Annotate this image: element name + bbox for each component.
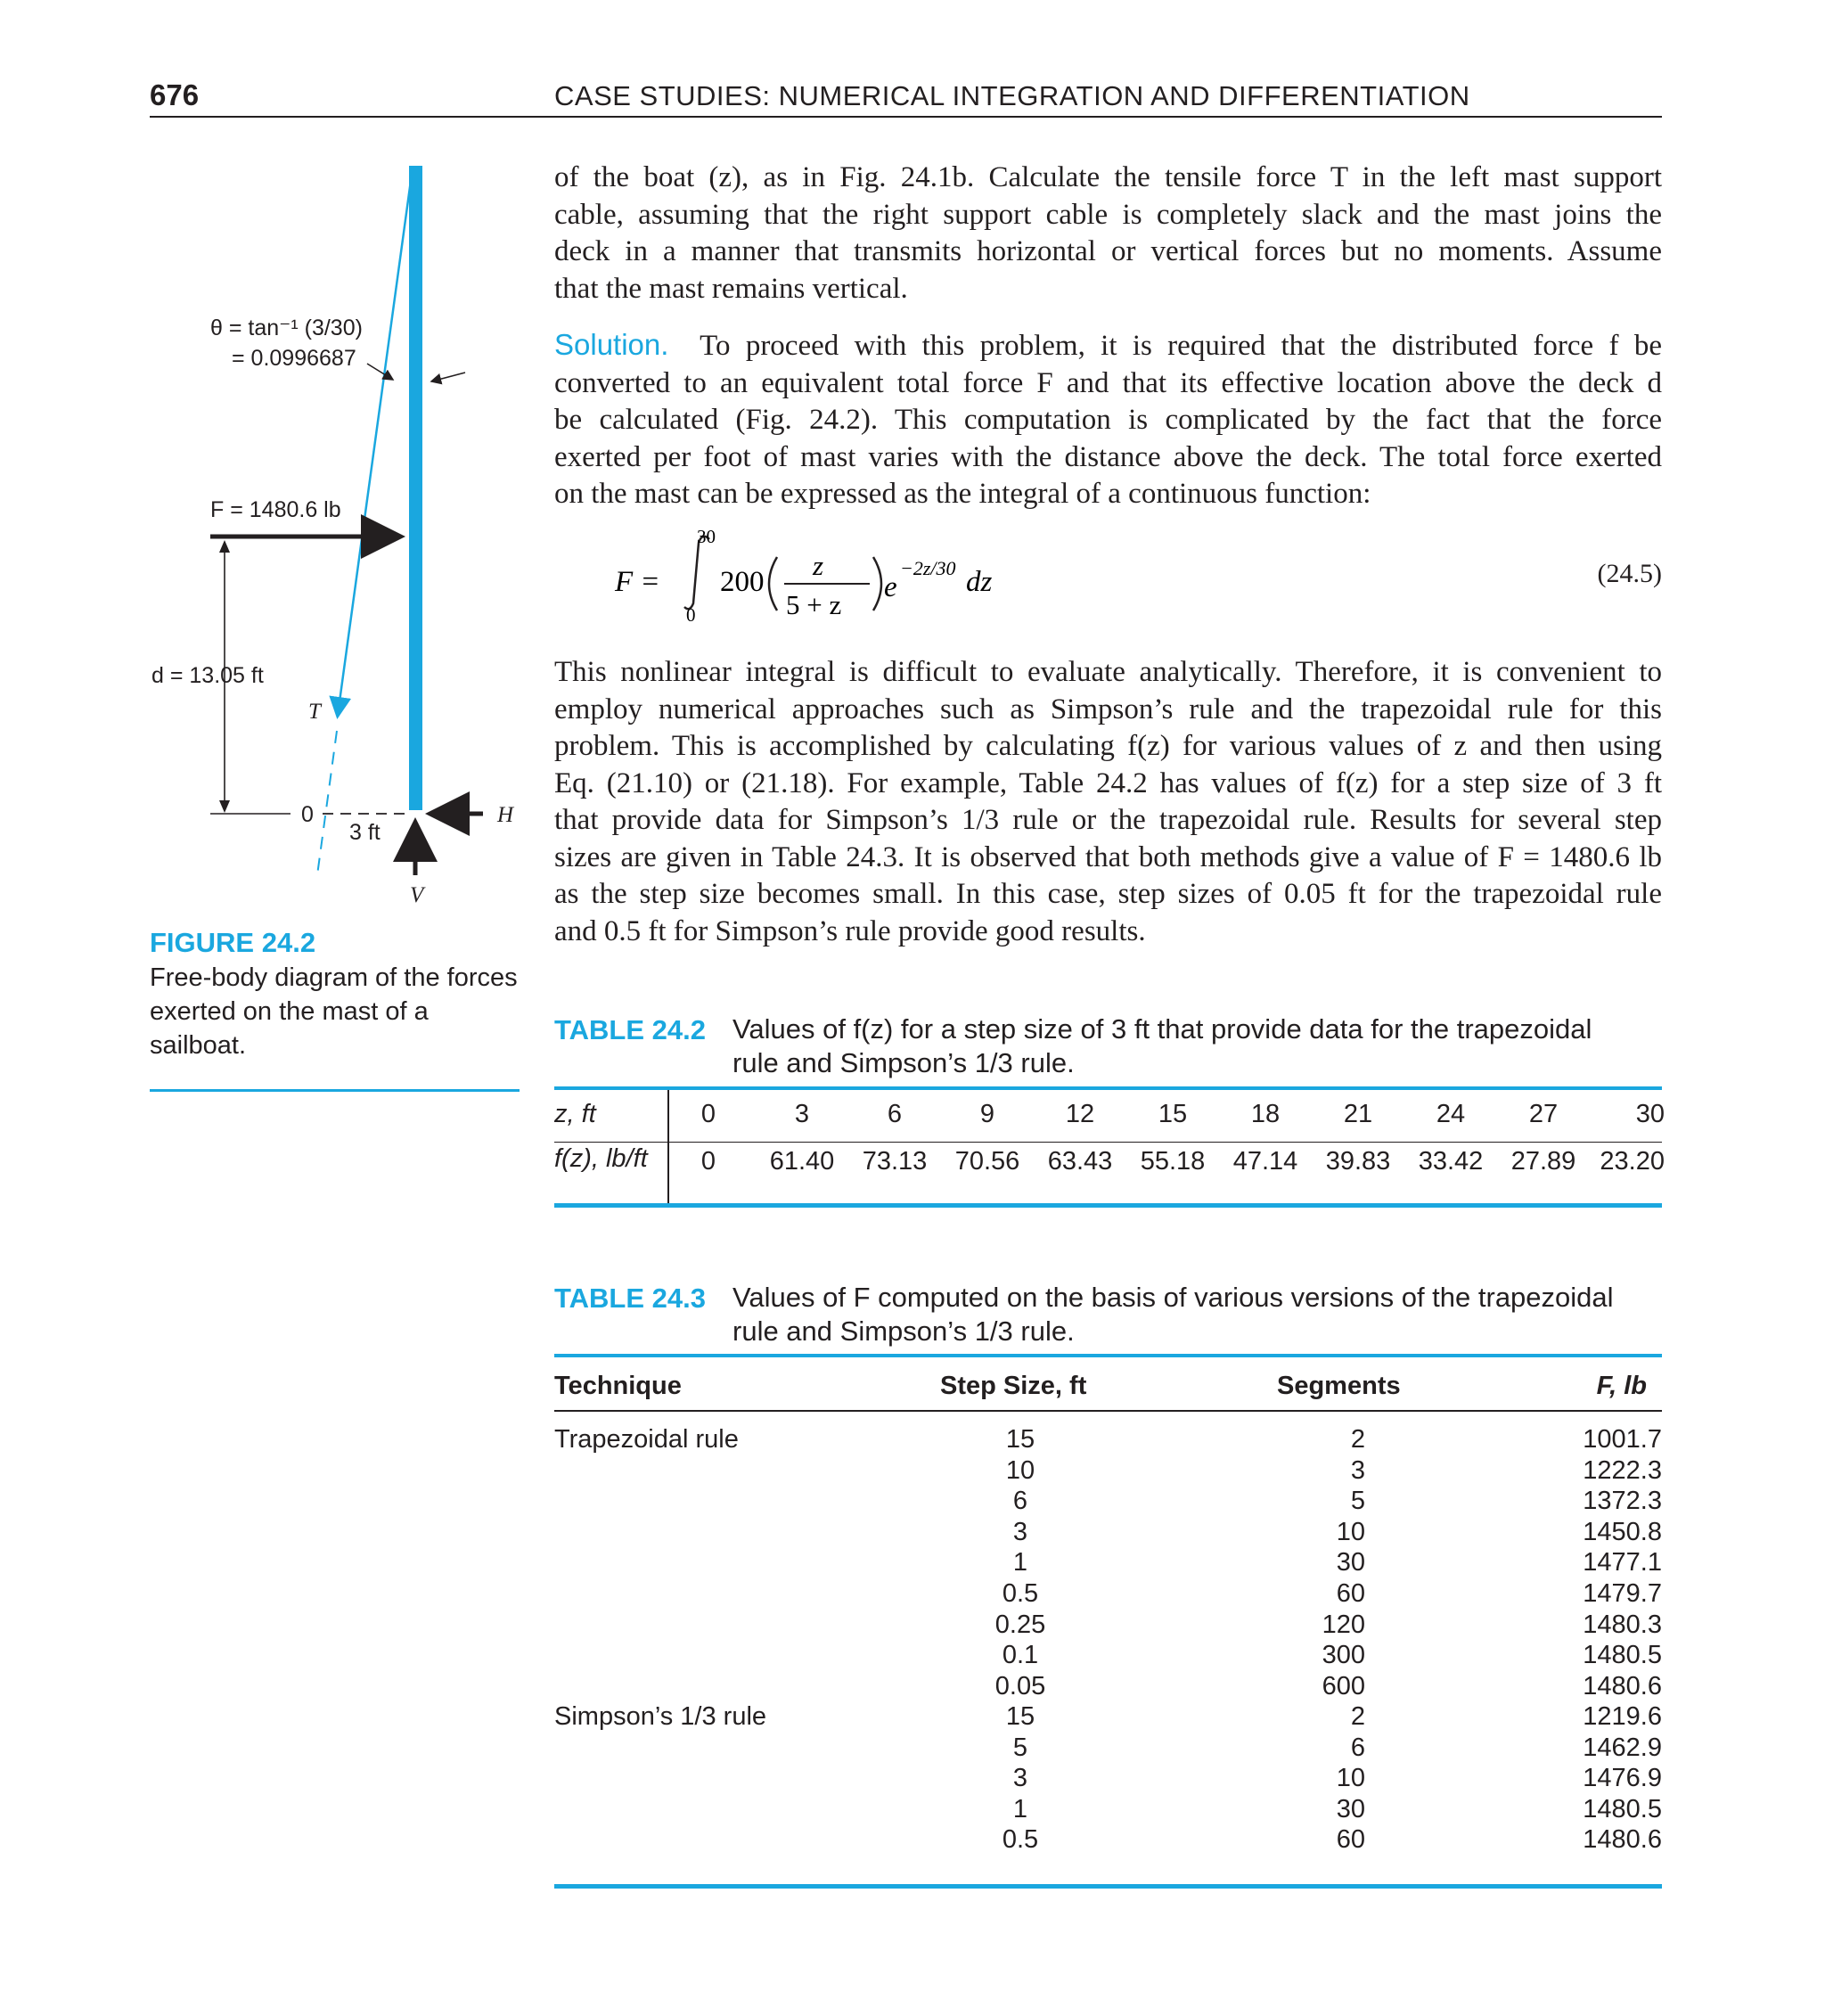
table-cell: 2 [1350,1425,1365,1454]
text-line [554,326,1662,365]
table-24-3-bottom-rule [554,1884,1662,1889]
table-cell: 1219.6 [1583,1702,1662,1731]
solution-line-first: To proceed with this problem, it is required that the distributed force f be [700,330,1663,362]
table-cell: 3 [794,1100,810,1128]
table-cell: 1001.7 [1583,1425,1662,1454]
theta-label: θ = tan⁻¹ (3/30) [210,316,363,340]
table-cell: 6 [887,1100,903,1128]
table-cell: 61.40 [769,1147,835,1176]
table-cell: 10 [1005,1455,1035,1485]
table-cell: 0.05 [994,1671,1046,1700]
eq-upper-limit: 30 [697,526,716,547]
table-cell: 1480.3 [1583,1610,1662,1639]
table-cell: 73.13 [862,1147,928,1176]
table-cell: 5 [1012,1733,1028,1762]
table-step-column [940,1701,1101,1856]
force-label: F = 1480.6 lb [210,497,341,522]
table-cell: 1462.9 [1583,1733,1662,1762]
theta-value: = 0.0996687 [232,346,356,371]
text-line: that the mast remains vertical. [554,272,908,305]
intro-paragraph [554,160,1662,307]
table-cell: 33.42 [1418,1147,1484,1176]
table-cell: 1480.6 [1583,1671,1662,1700]
table-24-3-top-rule [554,1354,1662,1357]
table-24-2-row-rule [554,1142,1662,1143]
table-24-3-header-force [1515,1372,1647,1401]
table-cell: 6 [1350,1733,1365,1762]
header-rule [150,116,1662,118]
table-24-3-header-step: Step Size, ft [940,1372,1087,1400]
table-cell: 0.5 [1002,1825,1039,1855]
text-line: deck in a manner that transmits horizontal or vertical forces but no moments. Assume [554,235,1662,267]
figure-caption: Free-body diagram of the forces exerted on the mast of a sailboat. [150,963,518,1060]
table-cell: 10 [1336,1517,1365,1546]
eq-lhs: F = [615,566,660,598]
cable-extension-dashed [317,731,337,875]
caption-line: rule and Simpson’s 1/3 rule. [732,1315,1075,1347]
table-cell: 0.5 [1002,1578,1039,1608]
free-body-diagram [134,152,544,909]
h-label: H [497,803,514,827]
table-cell: 24 [1436,1100,1466,1128]
text-line: and 0.5 ft for Simpson’s rule provide good results. [554,914,1146,947]
eq-coefficient: 200 [720,566,765,598]
eq-lower-limit: 0 [686,604,696,626]
text-line: problem. This is accomplished by calculating f(z) for various values of z and then using [554,730,1662,762]
equation-graphic [554,521,1178,628]
table-cell: 60 [1336,1825,1365,1855]
table-cell: 39.83 [1325,1147,1391,1176]
table-cell: 3 [1012,1764,1028,1793]
tension-label: T [308,700,321,724]
table-cell: 5 [1350,1487,1365,1516]
table-cell: 30 [1635,1100,1665,1128]
table-cell: 10 [1336,1764,1365,1793]
table-step-column [940,1424,1101,1701]
text-line: exerted per foot of mast varies with the distance above the deck. The total force exerted [554,440,1662,473]
eq-right-paren [873,557,881,611]
table-cell: 0 [700,1100,716,1128]
table-24-3-header-segments: Segments [1277,1372,1401,1400]
table-24-2-row-header-fz: f(z), lb/ft [554,1144,648,1173]
table-cell: 47.14 [1232,1147,1298,1176]
table-cell: 18 [1250,1100,1281,1128]
table-cell: 1480.5 [1583,1641,1662,1670]
table-segments-column [1248,1424,1365,1701]
text-line: sizes are given in Table 24.3. It is observed that both methods give a value of F = 1480.6 lb [554,840,1662,873]
table-cell: 27.89 [1510,1147,1576,1176]
caption-line: Values of f(z) for a step size of 3 ft that provide data for the trapezoidal [732,1013,1592,1045]
text-line: Eq. (21.10) or (21.18). For example, Table 24.2 has values of f(z) for a step size of 3 ft [554,766,1662,799]
table-cell: 15 [1005,1425,1035,1454]
table-cell: 2 [1350,1702,1365,1731]
table-cell: 3 [1350,1455,1365,1485]
eq-exponent: −2z/30 [900,557,956,579]
solution-paragraph [554,326,1662,513]
v-label: V [410,883,424,907]
table-cell: 3 [1012,1517,1028,1546]
table-cell: 300 [1322,1641,1365,1670]
table-24-2-label: TABLE 24.2 [554,1014,706,1045]
mast [409,166,422,810]
table-cell: 55.18 [1140,1147,1206,1176]
page-number: 676 [150,78,200,111]
table-cell: 21 [1343,1100,1373,1128]
text-line: on the mast can be expressed as the integral of a continuous function: [554,478,1371,510]
table-cell: 0.25 [994,1610,1046,1639]
force-header-italic: F, lb [1596,1372,1647,1400]
table-24-2-caption [732,1012,1592,1080]
d-arrow-top [219,540,230,553]
running-head: CASE STUDIES: NUMERICAL INTEGRATION AND DIFFERENTIATION [554,80,1470,111]
three-ft-label: 3 ft [349,820,381,845]
caption-line: Values of F computed on the basis of various versions of the trapezoidal [732,1282,1614,1313]
equation-24-5 [554,521,1662,628]
table-cell: 15 [1005,1702,1035,1731]
table-cell: 60 [1336,1578,1365,1608]
theta-pointer [367,364,393,380]
eq-base: e [884,571,897,603]
table-cell: 1 [1012,1548,1028,1578]
text-line: This nonlinear integral is difficult to evaluate analytically. Therefore, it is convenient to [554,656,1662,688]
table-cell: 0.1 [1002,1641,1039,1670]
table-cell: 70.56 [954,1147,1020,1176]
table-cell: 1480.6 [1583,1825,1662,1855]
table-cell: 600 [1322,1671,1365,1700]
table-segments-column [1248,1701,1365,1856]
eq-left-paren [769,557,777,611]
table-cell: 9 [979,1100,995,1128]
eq-dz: dz [966,566,993,598]
figure-label: FIGURE 24.2 [150,927,316,958]
table-cell: 12 [1065,1100,1095,1128]
table-cell: 1450.8 [1583,1517,1662,1546]
caption-line: rule and Simpson’s 1/3 rule. [732,1047,1075,1078]
text-line: of the boat (z), as in Fig. 24.1b. Calculate the tensile force T in the left mast support [554,161,1662,193]
table-24-3-header-rule [554,1410,1662,1412]
table-cell: 63.43 [1047,1147,1113,1176]
table-24-2-row-header-z: z, ft [554,1100,596,1128]
table-cell: 23.20 [1600,1147,1665,1176]
eq-numerator: z [813,550,824,581]
table-cell: 120 [1322,1610,1365,1639]
table-cell: 6 [1012,1487,1028,1516]
table-cell: 27 [1528,1100,1559,1128]
table-24-3-label: TABLE 24.3 [554,1283,706,1314]
text-line: as the step size becomes small. In this case, step sizes of 0.05 ft for the trapezoidal rule [554,878,1662,910]
text-line: cable, assuming that the right support cable is completely slack and the mast joins the [554,198,1662,231]
solution-label: Solution. [554,328,669,361]
table-cell: 1476.9 [1583,1764,1662,1793]
table-technique-cell: Trapezoidal rule [554,1425,739,1454]
table-force-column [1515,1424,1662,1701]
table-cell: 30 [1336,1548,1365,1578]
d-label: d = 13.05 ft [151,663,264,688]
mast-pointer [431,373,465,381]
figure-rule [150,1089,520,1092]
table-24-2-top-rule [554,1086,1662,1090]
eq-denominator: 5 + z [786,589,842,620]
table-24-3-caption [732,1281,1614,1348]
table-cell: 1 [1012,1794,1028,1823]
table-cell: 15 [1158,1100,1188,1128]
integral-sign [684,537,709,609]
table-cell: 30 [1336,1794,1365,1823]
text-line: be calculated (Fig. 24.2). This computation is complicated by the fact that the force [554,404,1662,436]
analysis-paragraph [554,654,1662,950]
zero-label: 0 [301,802,314,827]
table-24-2-bottom-rule [554,1203,1662,1208]
table-force-column [1515,1701,1662,1856]
table-cell: 1480.5 [1583,1794,1662,1823]
cable-line [338,168,413,715]
table-cell: 0 [700,1147,716,1176]
equation-number: (24.5) [1597,559,1662,588]
text-line: employ numerical approaches such as Simpson’s rule and the trapezoidal rule for this [554,692,1662,725]
d-arrow-bottom [219,800,230,813]
table-cell: 1477.1 [1583,1548,1662,1578]
table-cell: 1222.3 [1583,1455,1662,1485]
table-technique-cell: Simpson’s 1/3 rule [554,1702,767,1731]
text-line: that provide data for Simpson’s 1/3 rule or the trapezoidal rule. Results for several step [554,804,1662,836]
table-cell: 1479.7 [1583,1578,1662,1608]
text-line: converted to an equivalent total force F and that its effective location above the deck d [554,366,1662,399]
table-cell: 1372.3 [1583,1487,1662,1516]
table-24-3-header-technique: Technique [554,1372,682,1400]
